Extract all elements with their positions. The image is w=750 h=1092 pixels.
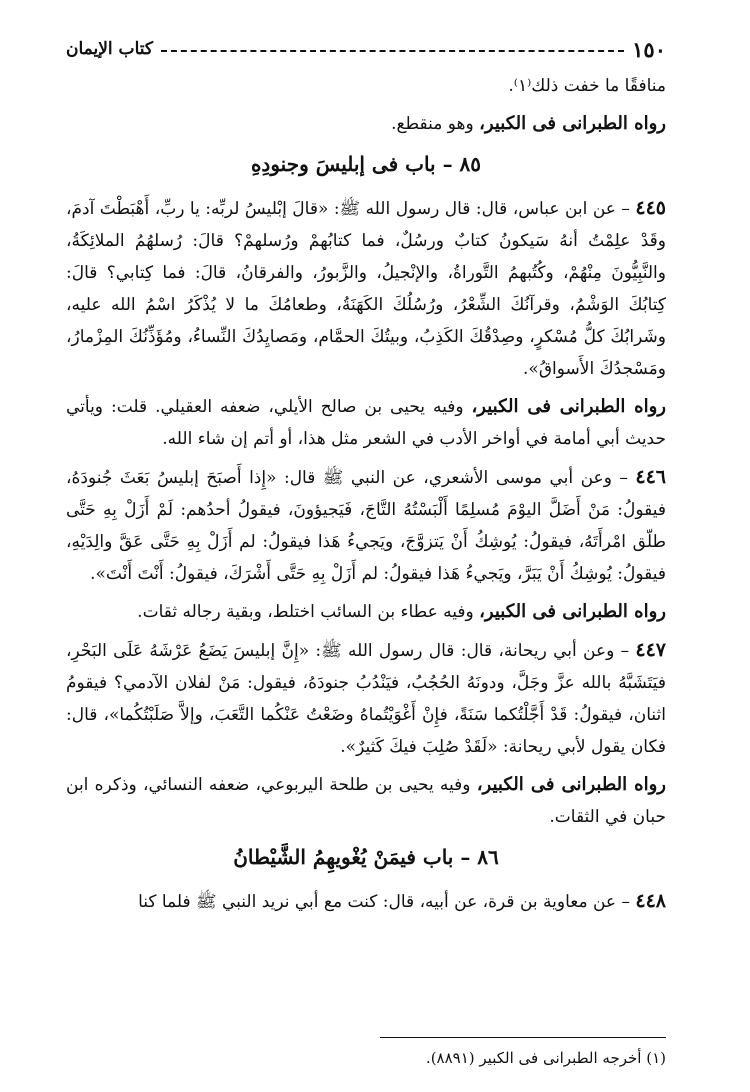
source-text: وفيه يحيى بن طلحة اليربوعي، ضعفه النسائي، وذكره ابن حبان في الثقات. xyxy=(66,775,666,827)
source-text: وفيه عطاء بن السائب اختلط، وبقية رجاله ثقات. xyxy=(137,602,480,622)
page-body xyxy=(66,70,666,918)
header-rule xyxy=(161,50,624,52)
hadith-paragraph xyxy=(66,461,666,590)
source-note xyxy=(66,596,666,628)
source-text: وهو منقطع. xyxy=(391,114,480,134)
opening-line: منافقًا ما خفت ذلك⁽١⁾. xyxy=(508,76,666,96)
source-label: رواه الطبرانى فى الكبير، xyxy=(471,396,666,417)
hadith-paragraph xyxy=(66,885,666,918)
source-label: رواه الطبرانى فى الكبير، xyxy=(479,113,666,134)
book-title: كتاب الإيمان xyxy=(66,39,153,59)
hadith-paragraph xyxy=(66,634,666,763)
hadith-text: – وعن أبي ريحانة، قال: قال رسول الله ﷺ: «إِنَّ إبليسَ يَضَعُ عَرْشَهُ عَلَى البَحْرِ، فيَتَشَبَّهُ بالله عزَّ وجَلَّ، ودونَهُ الحُجُبُ، فيَنْدُبُ جنودَهُ، فيقول: مَنْ لفلان الآدمي؟ فيقومُ اثنان، فيقولُ: قَدْ أَجَّلْتُكما سَنَةً، فإِنْ أَغْوَيْتُماهُ وضَعْتُ عَنْكُما التَّعَبَ، وإلاَّ صَلَبْتُكُما»، قال: فكان يقول لأبي ريحانة: «لَقَدْ صُلِبَ فيكَ كَثيرٌ». xyxy=(66,641,666,757)
chapter-heading: ٨٥ – باب فى إبليسَ وجنودِهِ xyxy=(250,152,482,176)
hadith-number: ٤٤٦ xyxy=(635,466,667,488)
hadith-number: ٤٤٨ xyxy=(635,890,666,912)
source-label: رواه الطبرانى فى الكبير، xyxy=(479,601,666,622)
hadith-number: ٤٤٥ xyxy=(635,197,666,219)
hadith-text: – وعن أبي موسى الأشعري، عن النبي ﷺ قال: «إِذا أَصبَحَ إبليسُ بَعَثَ جُنودَهُ، فيقولُ: مَنْ أَضَلَّ اليوْمَ مُسلِمًا أَلْبَسْتُهُ التَّاجَ، فَيَجيؤونَ، فيقولُ أحدُهم: لَمْ أَزَلْ بِهِ حَتَّى طلّق امْرأَتَهُ، فيقولُ: يُوشِكُ أَنْ يَتزوَّجَ، ويَجيءُ هَذا فيقولُ: لم أَزَلْ بِهِ حَتَّى عَقَّ والِدَيْهِ، فيقولُ: يُوشِكُ أَنْ يَبَرَّ، ويَجيءُ هَذا فيقولُ: لم أَزَلْ بِهِ حَتَّى أَشْرَكَ، فيقولُ: أَنْتَ أَنْتَ». xyxy=(66,468,666,584)
page-number: ١٥٠ xyxy=(632,36,666,62)
footnote: (١) أخرجه الطبرانى فى الكبير (٨٨٩١). xyxy=(425,1049,666,1067)
hadith-paragraph xyxy=(66,192,666,385)
source-note xyxy=(66,391,666,455)
source-label: رواه الطبرانى فى الكبير، xyxy=(476,774,666,795)
hadith-text: – عن ابن عباس، قال: قال رسول الله ﷺ: «قالَ إبْليسُ لربِّه: يا ربِّ، أَهْبَطْتَ آدمَ، وقَدْ علِمْتُ أنهُ سَيكونُ كتابٌ ورسُلٌ، فما كتابُهمْ ورُسلهمْ؟ قالَ: رُسلهُمُ الملائِكَةُ، والنَّبِيُّونَ مِنْهُمْ، وكُتُبهمُ التَّوراةُ، والإنْجيلُ، والزَّبورُ، والفرقانُ، قالَ: فما كِتابي؟ قالَ: كِتابُكَ الوَشْمُ، وقرآنُكَ الشِّعْرُ، ورُسُلُكَ الكَهَنَةُ، وطعامُكَ ما لا يُذْكَرُ اسْمُ الله عليه، وشَرابُكَ كلُّ مُسْكرٍ، وصِدْقُكَ الكَذِبُ، وبيتُكَ الحمَّام، ومَصايِدُكَ النِّساءُ، ومُؤَذِّنُكَ المِزْمارُ، ومَسْجدُكَ الأَسواقُ». xyxy=(66,199,666,379)
chapter-heading: ٨٦ – باب فيمَنْ يُغْويهِمُ الشَّيْطانُ xyxy=(233,845,499,869)
source-note xyxy=(66,108,666,140)
footnote-rule xyxy=(380,1037,666,1038)
hadith-number: ٤٤٧ xyxy=(635,639,667,661)
source-text: وفيه يحيى بن صالح الأيلي، ضعفه العقيلي. قلت: ويأتي حديث أبي أمامة في أواخر الأدب في الشعر مثل هذا، أو أتم إن شاء الله. xyxy=(66,397,666,449)
page-header xyxy=(66,34,666,64)
hadith-text: – عن معاوية بن قرة، عن أبيه، قال: كنت مع أبي نريد النبي ﷺ فلما كنا xyxy=(138,892,630,912)
source-note xyxy=(66,769,666,833)
